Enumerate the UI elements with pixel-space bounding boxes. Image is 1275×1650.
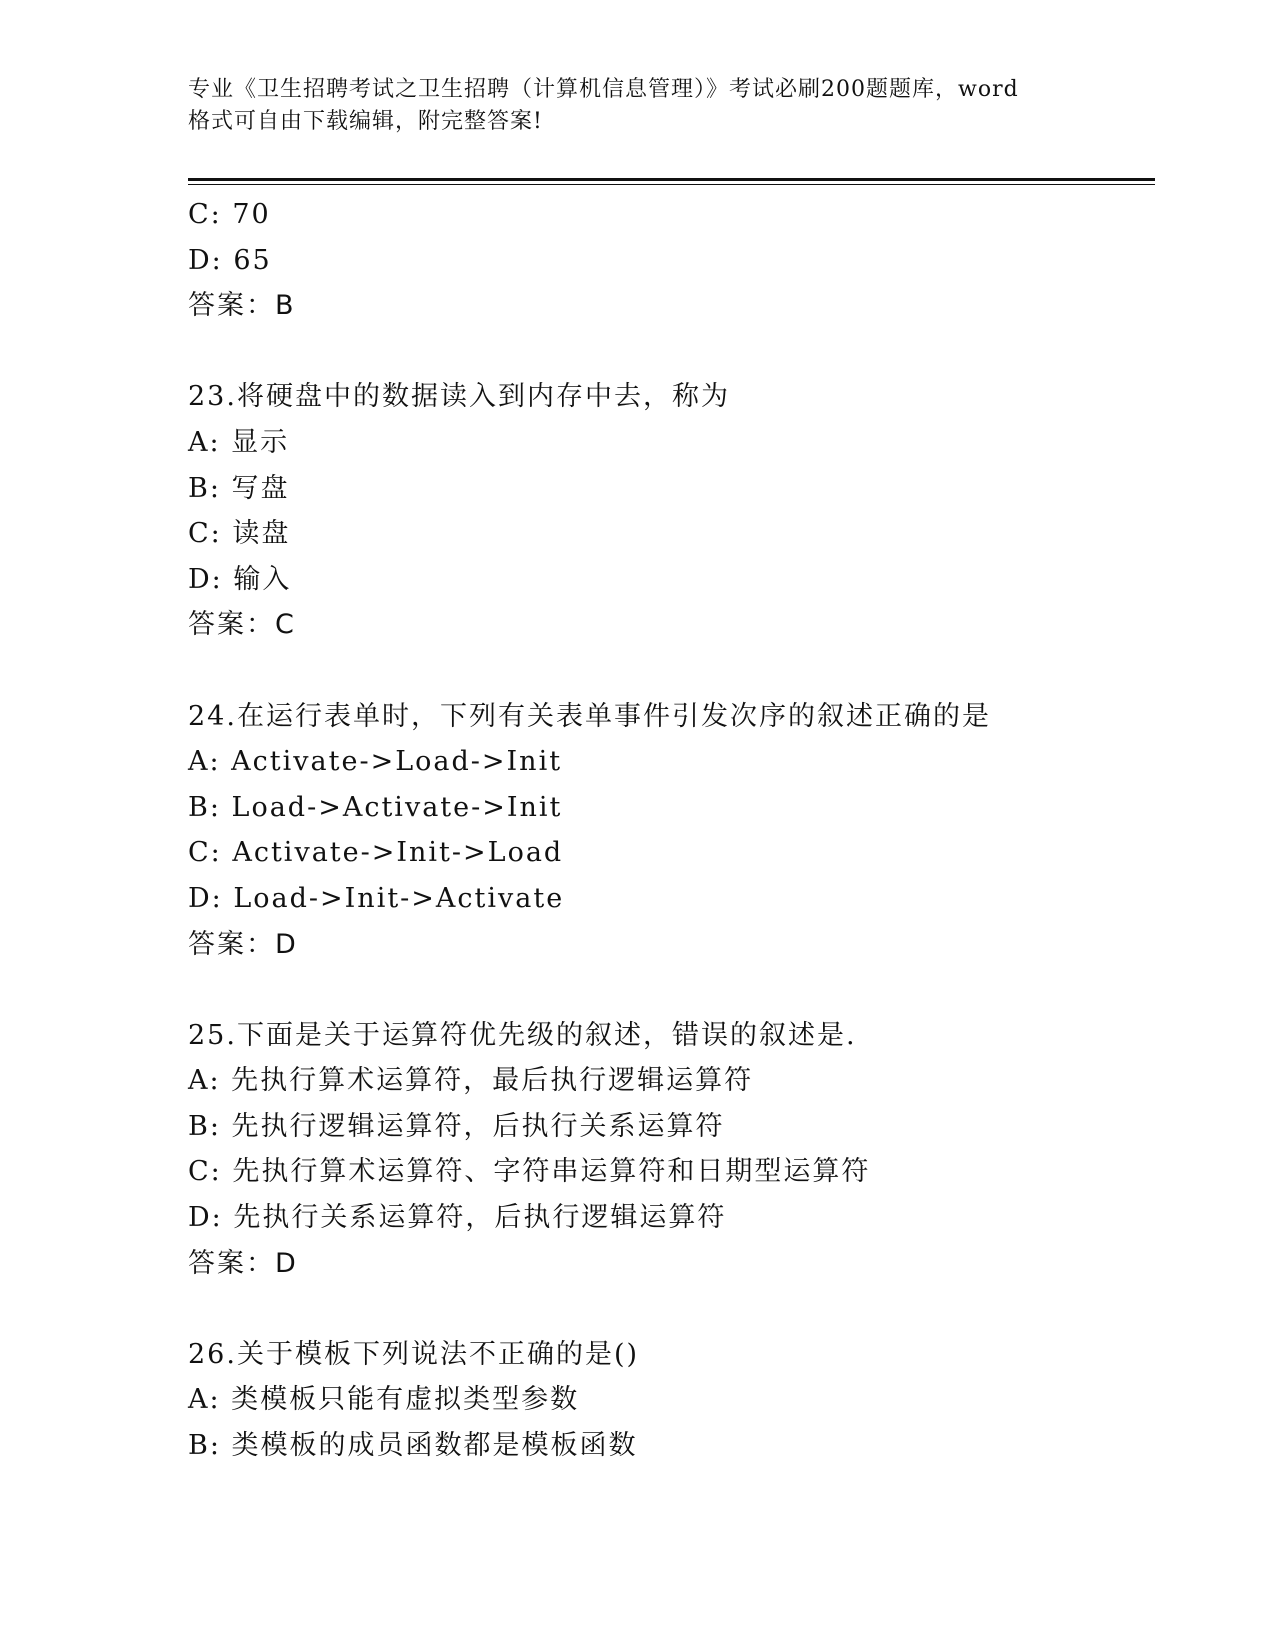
option-a: A: 先执行算术运算符，最后执行逻辑运算符 [188, 1065, 754, 1097]
option-c: C: 读盘 [188, 518, 291, 550]
header-title-line-1: 专业《卫生招聘考试之卫生招聘（计算机信息管理）》考试必刷200题题库，word [188, 77, 1019, 102]
option-b: B: Load->Activate->Init [188, 791, 563, 823]
question-25 [188, 1013, 1148, 1287]
option-b: B: 类模板的成员函数都是模板函数 [188, 1430, 638, 1462]
question-23 [188, 374, 1148, 648]
header-divider-thin [188, 184, 1155, 185]
question-text: 26.关于模板下列说法不正确的是() [188, 1338, 640, 1370]
option-a: A: 显示 [188, 426, 290, 458]
option-d: D: 65 [188, 244, 272, 276]
question-spacer [188, 648, 1148, 694]
option-a: A: Activate->Load->Init [188, 746, 563, 778]
option-a: A: 类模板只能有虚拟类型参数 [188, 1384, 580, 1416]
option-c: C: Activate->Init->Load [188, 837, 564, 869]
answer: 答案：C [188, 609, 296, 641]
header-title-line-2: 格式可自由下载编辑，附完整答案! [188, 109, 543, 134]
option-b: B: 写盘 [188, 472, 290, 504]
question-spacer [188, 329, 1148, 375]
option-c: C: 先执行算术运算符、字符串运算符和日期型运算符 [188, 1156, 871, 1188]
answer: 答案：D [188, 1247, 298, 1279]
option-b: B: 先执行逻辑运算符，后执行关系运算符 [188, 1110, 725, 1142]
question-text: 23.将硬盘中的数据读入到内存中去，称为 [188, 381, 730, 413]
question-list [188, 192, 1148, 1469]
question-22 [188, 192, 1148, 329]
document-header [188, 74, 1088, 138]
question-text: 24.在运行表单时，下列有关表单事件引发次序的叙述正确的是 [188, 700, 991, 732]
question-26 [188, 1332, 1148, 1469]
answer: 答案：B [188, 290, 296, 322]
option-d: D: 输入 [188, 563, 292, 595]
question-text: 25.下面是关于运算符优先级的叙述，错误的叙述是. [188, 1019, 857, 1051]
question-spacer [188, 1286, 1148, 1332]
question-spacer [188, 967, 1148, 1013]
option-d: D: Load->Init->Activate [188, 882, 565, 914]
header-divider-thick [188, 178, 1155, 181]
option-c: C: 70 [188, 199, 271, 230]
answer: 答案：D [188, 928, 298, 960]
question-24 [188, 694, 1148, 968]
option-d: D: 先执行关系运算符，后执行逻辑运算符 [188, 1202, 727, 1234]
